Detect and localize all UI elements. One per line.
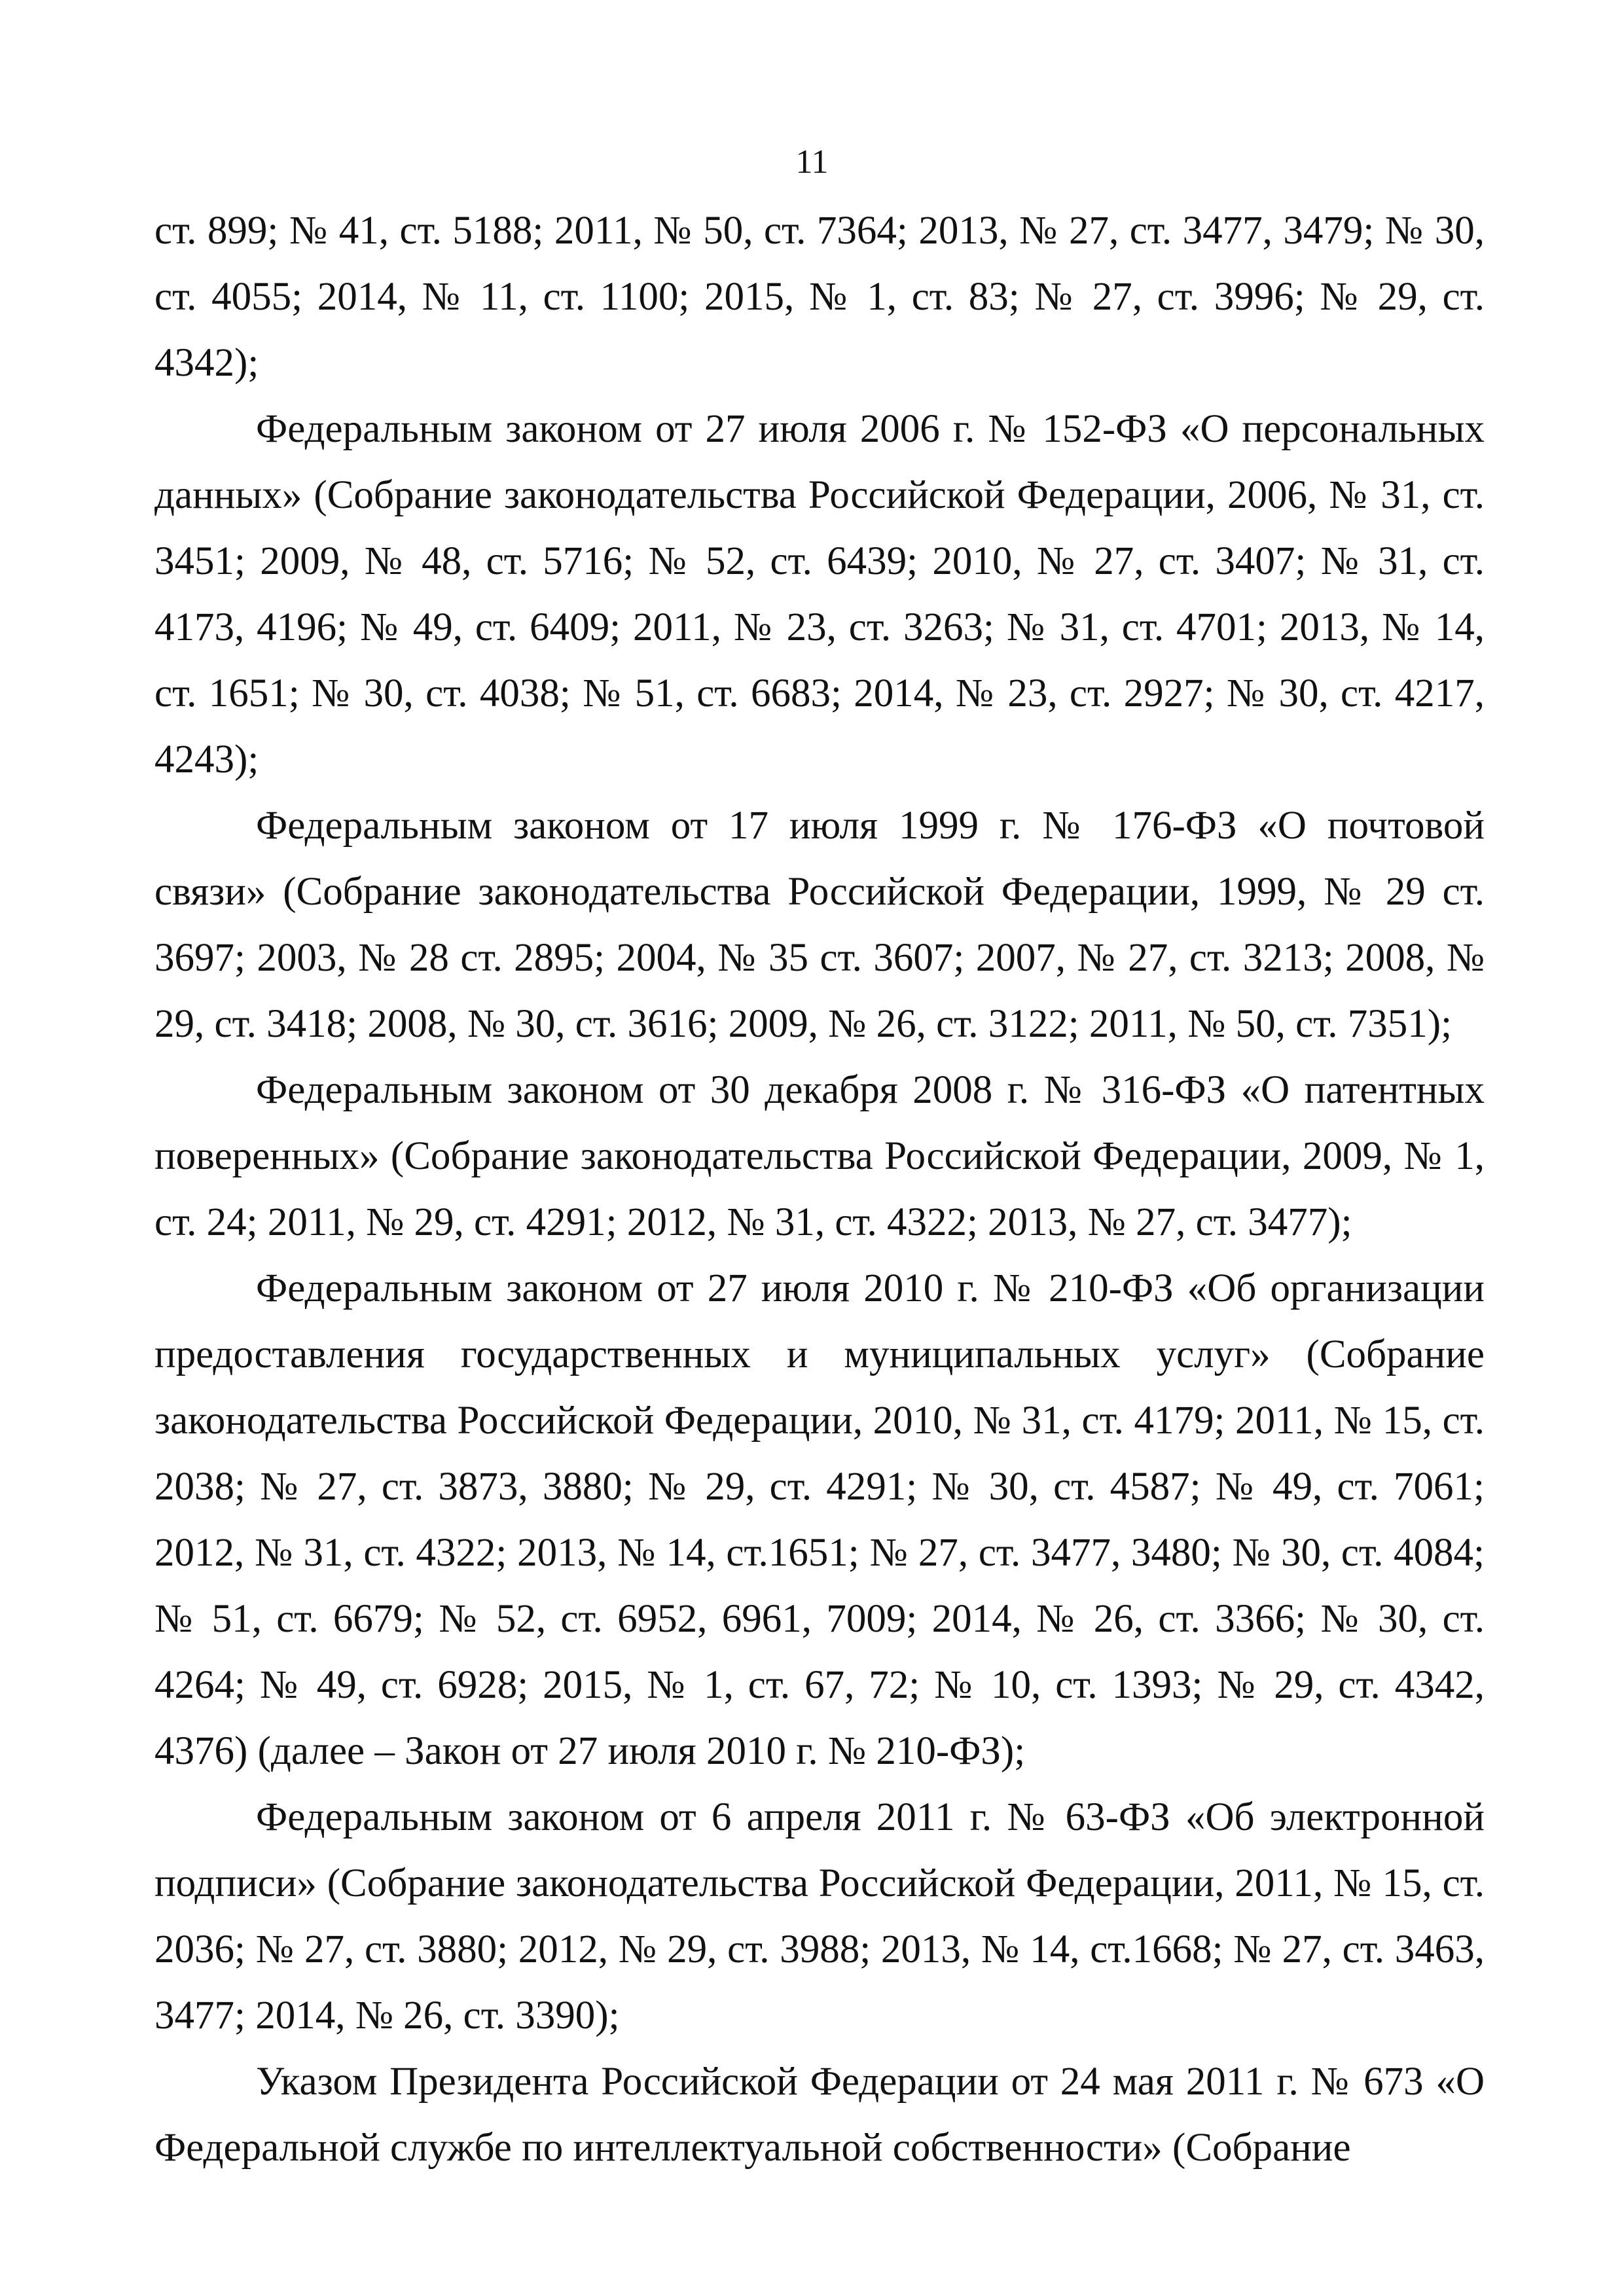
page-number: 11 (795, 143, 829, 181)
paragraph-postal-law: Федеральным законом от 17 июля 1999 г. № 176-ФЗ «О почтовой связи» (Собрание законодательства Российской Федерации, 1999, № 29 ст. 3697; 2003, № 28 ст. 2895; 2004, № 35 ст. 3607; 2007, № 27, ст. 3213; 2008, № 29, ст. 3418; 2008, № 30, ст. 3616; 2009, № 26, ст. 3122; 2011, № 50, ст. 7351); (154, 804, 1485, 1046)
document-body (154, 198, 1485, 2181)
paragraph-presidential-decree: Указом Президента Российской Федерации от 24 мая 2011 г. № 673 «О Федеральной службе по интеллектуальной собственности» (Собрание (154, 2060, 1485, 2170)
paragraph-public-services-law: Федеральным законом от 27 июля 2010 г. № 210-ФЗ «Об организации предоставления государственных и муниципальных услуг» (Собрание законодательства Российской Федерации, 2010, № 31, ст. 4179; 2011, № 15, ст. 2038; № 27, ст. 3873, 3880; № 29, ст. 4291; № 30, ст. 4587; № 49, ст. 7061; 2012, № 31, ст. 4322; 2013, № 14, ст.1651; № 27, ст. 3477, 3480; № 30, ст. 4084; № 51, ст. 6679; № 52, ст. 6952, 6961, 7009; 2014, № 26, ст. 3366; № 30, ст. 4264; № 49, ст. 6928; 2015, № 1, ст. 67, 72; № 10, ст. 1393; № 29, ст. 4342, 4376) (далее – Закон от 27 июля 2010 г. № 210-ФЗ); (154, 1266, 1485, 1773)
paragraph-electronic-signature-law: Федеральным законом от 6 апреля 2011 г. № 63-ФЗ «Об электронной подписи» (Собрание законодательства Российской Федерации, 2011, № 15, ст. 2036; № 27, ст. 3880; 2012, № 29, ст. 3988; 2013, № 14, ст.1668; № 27, ст. 3463, 3477; 2014, № 26, ст. 3390); (154, 1795, 1485, 2037)
paragraph-patent-attorneys-law: Федеральным законом от 30 декабря 2008 г. № 316-ФЗ «О патентных поверенных» (Собрание законодательства Российской Федерации, 2009, № 1, ст. 24; 2011, № 29, ст. 4291; 2012, № 31, ст. 4322; 2013, № 27, ст. 3477); (154, 1068, 1485, 1244)
paragraph-personal-data-law: Федеральным законом от 27 июля 2006 г. № 152-ФЗ «О персональных данных» (Собрание законодательства Российской Федерации, 2006, № 31, ст. 3451; 2009, № 48, ст. 5716; № 52, ст. 6439; 2010, № 27, ст. 3407; № 31, ст. 4173, 4196; № 49, ст. 6409; 2011, № 23, ст. 3263; № 31, ст. 4701; 2013, № 14, ст. 1651; № 30, ст. 4038; № 51, ст. 6683; 2014, № 23, ст. 2927; № 30, ст. 4217, 4243); (154, 407, 1485, 781)
paragraph-continuation: ст. 899; № 41, ст. 5188; 2011, № 50, ст. 7364; 2013, № 27, ст. 3477, 3479; № 30, ст. 4055; 2014, № 11, ст. 1100; 2015, № 1, ст. 83; № 27, ст. 3996; № 29, ст. 4342); (154, 209, 1485, 385)
